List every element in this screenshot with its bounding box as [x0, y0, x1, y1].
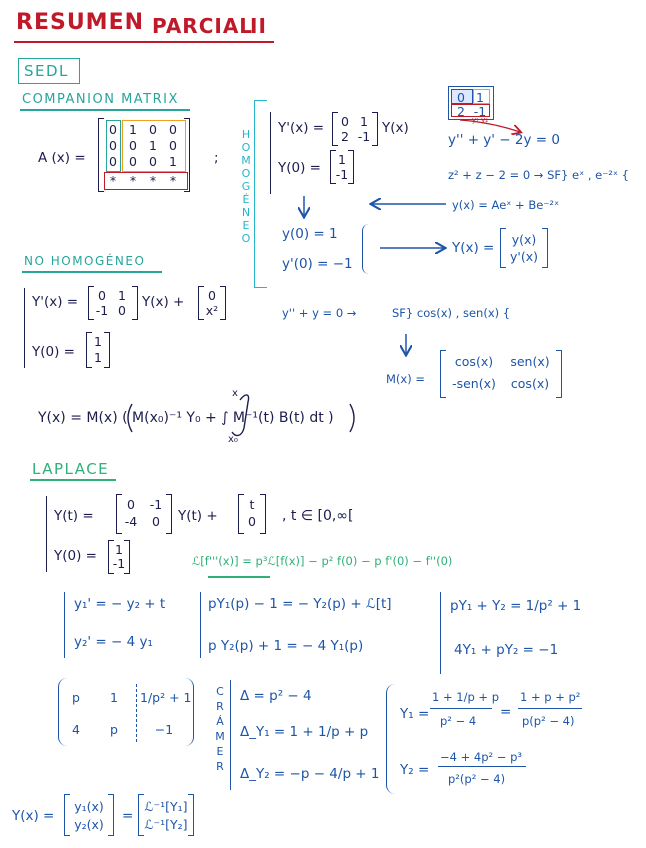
companion-lhs: A (x) =: [38, 150, 86, 166]
mini-matrix: 0 1 2 -1: [448, 86, 494, 120]
laplace-augmented-matrix: p 1 1/p² + 1 4 p −1: [58, 678, 194, 748]
companion-cell: 1: [169, 154, 177, 169]
Y2-lhs: Y₂ =: [400, 762, 430, 778]
Y2-den: p²(p² − 4): [448, 772, 506, 786]
homogeneo-ic2: y'(0) = −1: [282, 256, 353, 272]
title-resumen: RESUMEN: [16, 10, 145, 35]
final-vector: y₁(x) y₂(x): [64, 794, 114, 836]
cramer-delta-y2: Δ_Y₂ = −p − 4/p + 1: [240, 766, 380, 782]
integral-upper-limit: x: [232, 388, 238, 399]
companion-cell: *: [109, 173, 117, 188]
no-homogeneo-forcing: 0 x²: [198, 286, 226, 320]
no-homogeneo-sf2: SF} cos(x) , sen(x) {: [392, 306, 511, 320]
mini-matrix-note: y₁ y₂: [472, 116, 489, 124]
companion-cell: 0: [109, 154, 117, 169]
no-homogeneo-heading: NO HOMOGÉNEO: [24, 254, 146, 268]
homogeneo-matrix-A: 0 1 2 -1: [332, 112, 378, 146]
integral-lower-limit: x₀: [228, 434, 238, 445]
cramer-vertical-label: C R Á M E R: [215, 685, 225, 773]
homogeneo-char-eq: z² + z − 2 = 0 → SF} eˣ , e⁻²ˣ {: [448, 168, 629, 182]
Y1-den: p² − 4: [440, 714, 477, 728]
no-homogeneo-line1-lhs: Y'(x) =: [32, 294, 79, 310]
laplace-sys-c1: pY₁ + Y₂ = 1/p² + 1: [450, 598, 582, 614]
homogeneo-result-lhs: Y(x) =: [452, 240, 495, 256]
red-annotation-arrow: [460, 120, 520, 132]
no-homogeneo-M-matrix: cos(x) sen(x) -sen(x) cos(x): [440, 350, 562, 398]
companion-cell: 0: [109, 138, 117, 153]
final-equals: =: [122, 808, 134, 824]
no-homogeneo-matrix: 0 1 -1 0: [88, 286, 138, 320]
Y2-num: −4 + 4p² − p³: [440, 750, 522, 764]
no-homogeneo-line2-lhs: Y(0) =: [32, 344, 75, 360]
formula-open-paren: [128, 404, 132, 432]
companion-cell: 0: [149, 122, 157, 137]
no-homogeneo-line1-mid: Y(x) +: [142, 294, 185, 310]
companion-heading: COMPANION MATRIX: [22, 92, 179, 107]
final-lhs: Y(x) =: [12, 808, 55, 824]
laplace-line2-lhs: Y(0) =: [54, 548, 97, 564]
companion-semicolon: ;: [214, 150, 219, 166]
homogeneo-ic1: y(0) = 1: [282, 226, 338, 242]
no-homogeneo-ode2: y'' + y = 0 →: [282, 306, 357, 320]
laplace-sys-a1: y₁' = − y₂ + t: [74, 596, 166, 612]
no-homogeneo-formula: Y(x) = M(x) ( M(x₀)⁻¹ Y₀ + ∫ M⁻¹(t) B(t) dt ): [38, 410, 334, 426]
laplace-sys-c2: 4Y₁ + pY₂ = −1: [454, 642, 559, 658]
companion-cell: 1: [129, 122, 137, 137]
homogeneo-ode: y'' + y' − 2y = 0: [448, 132, 560, 148]
companion-cell: 0: [169, 122, 177, 137]
homogeneo-result-vector: y(x) y'(x): [500, 228, 548, 268]
laplace-line1-lhs: Y(t) =: [54, 508, 94, 524]
Y1-den2: p(p² − 4): [522, 714, 575, 728]
title-parcial: PARCIAL: [152, 14, 254, 38]
integral-sign: [232, 395, 249, 436]
Y1-num2: 1 + p + p²: [520, 690, 581, 704]
sedl-label: SEDL: [24, 62, 69, 80]
homogeneo-vertical-label: H O M O G É N E O: [241, 128, 251, 245]
companion-cell: *: [129, 173, 137, 188]
Y1-num: 1 + 1/p + p: [432, 690, 500, 704]
companion-cell: 0: [169, 138, 177, 153]
laplace-sys-b1: pY₁(p) − 1 = − Y₂(p) + ℒ[t]: [208, 596, 392, 612]
laplace-heading: LAPLACE: [32, 460, 110, 478]
laplace-matrix: 0 -1 -4 0: [116, 494, 172, 534]
Y1-equals: =: [500, 704, 512, 720]
companion-cell: *: [149, 173, 157, 188]
laplace-sys-a2: y₂' = − 4 y₁: [74, 634, 153, 650]
companion-cell: 0: [129, 138, 137, 153]
no-homogeneo-y0: 1 1: [86, 332, 110, 368]
homogeneo-y0-vector: 1 -1: [330, 150, 354, 184]
laplace-line1-mid: Y(t) +: [178, 508, 218, 524]
companion-cell: 1: [149, 138, 157, 153]
homogeneo-line2-lhs: Y(0) =: [278, 160, 321, 176]
formula-close-paren: [350, 404, 354, 432]
cramer-delta-y1: Δ_Y₁ = 1 + 1/p + p: [240, 724, 369, 740]
companion-cell: 0: [149, 154, 157, 169]
homogeneo-general-solution: y(x) = Aeˣ + Be⁻²ˣ: [452, 198, 560, 212]
final-inverse-vector: ℒ⁻¹[Y₁] ℒ⁻¹[Y₂]: [138, 794, 194, 836]
companion-cell: 0: [109, 122, 117, 137]
laplace-y0: 1 -1: [108, 540, 130, 574]
laplace-identity: ℒ[f'''(x)] = p³ℒ[f(x)] − p² f(0) − p f'(0) − f''(0): [192, 554, 453, 568]
companion-cell: *: [169, 173, 177, 188]
cramer-delta: Δ = p² − 4: [240, 688, 312, 704]
companion-cell: 0: [129, 154, 137, 169]
homogeneo-line1-rhs: Y(x): [382, 120, 409, 136]
no-homogeneo-M-lhs: M(x) =: [386, 372, 425, 386]
title-numeral: II: [250, 14, 267, 38]
Y1-lhs: Y₁ =: [400, 706, 430, 722]
laplace-sys-b2: p Y₂(p) + 1 = − 4 Y₁(p): [208, 638, 364, 654]
homogeneo-line1-lhs: Y'(x) =: [278, 120, 325, 136]
laplace-forcing: t 0: [238, 494, 266, 534]
laplace-domain: , t ∈ [0,∞[: [282, 508, 354, 524]
